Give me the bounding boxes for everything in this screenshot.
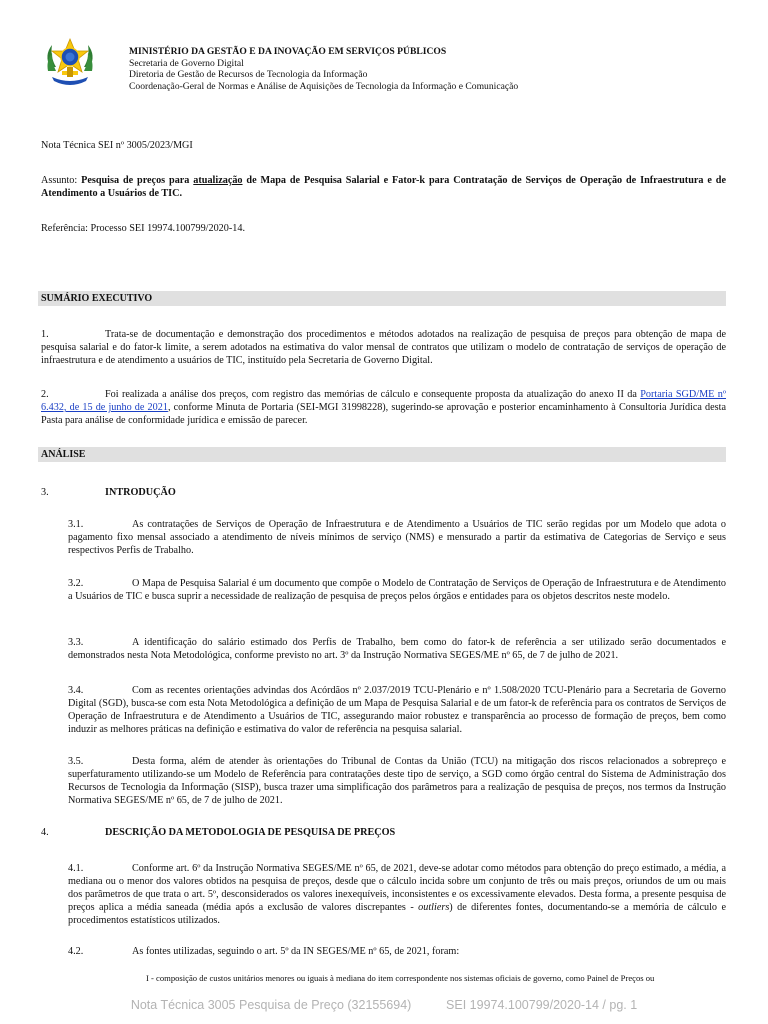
paragraph-1 — [41, 328, 726, 367]
paragraph-text: A identificação do salário estimado dos Perfis de Trabalho, bem como do fator-k de referência a ser utilizado serão documentados e demonstrados nesta Nota Metodológica, conforme previsto no art. 3º da Instrução Normativa SEGES/ME nº 65, de 7 de julho de 2021. — [68, 637, 726, 661]
paragraph-4-2 — [68, 945, 459, 958]
paragraph-number: 3.2. — [68, 578, 84, 589]
nota-tecnica-number: Nota Técnica SEI nº 3005/2023/MGI — [41, 140, 193, 151]
paragraph-text: As contratações de Serviços de Operação de Infraestrutura e de Atendimento a Usuários de TIC serão regidas por um Modelo que adota o pagamento fixo mensal associado a atendimento de níveis mínimos de serviço (NMS) e mensurado a partir da estimativa de Categorias de Serviço e seus respectivos Perfis de Trabalho. — [68, 519, 726, 556]
paragraph-number: 3.1. — [68, 519, 84, 530]
portaria-link[interactable]: Portaria SGD/ME nº 6.432, de 15 de junho de 2021 — [41, 389, 726, 413]
referencia: Referência: Processo SEI 19974.100799/2020-14. — [41, 223, 245, 234]
paragraph-text: Com as recentes orientações advindas dos Acórdãos nº 2.037/2019 TCU-Plenário e nº 1.508/2020 TCU-Plenário para a Secretaria de Governo Digital (SGD), busca-se com esta Nota Metodológica a definição de um Mapa de Pesquisa Salarial e de um fator-k de referência para os contratos de Serviços de Operação de Infraestrutura e de Atendimento a Usuários de TIC, assegurando maior robustez e transparência ao processo de formação de preços, bem como induzir as melhores práticas na definição e estimativa do valor de referência na pesquisa salarial. — [68, 685, 726, 735]
paragraph-3-3 — [68, 636, 726, 662]
section-title-analise: ANÁLISE — [41, 449, 86, 460]
paragraph-number: 2. — [41, 389, 49, 400]
section-bar-analise — [38, 447, 726, 462]
paragraph-3-4 — [68, 684, 726, 736]
assunto-text-a: Pesquisa de preços para — [81, 175, 194, 186]
assunto-label: Assunto: — [41, 175, 82, 186]
page-footer: Nota Técnica 3005 Pesquisa de Preço (32155694) SEI 19974.100799/2020-14 / pg. 1 — [130, 998, 638, 1012]
italic-term: outliers — [418, 902, 450, 913]
paragraph-number: 4.2. — [68, 946, 84, 957]
paragraph-number: 3.5. — [68, 756, 84, 767]
paragraph-text: Desta forma, além de atender às orientações do Tribunal de Contas da União (TCU) na mitigação dos riscos relacionados a sobrepreço e superfaturamento utilizando-se um Modelo de Referência para contratações deste tipo de serviço, a SGD como órgão central do Sistema de Administração dos Recursos de Tecnologia da Informação (SISP), busca trazer uma simplificação dos parâmetros para a realização de pesquisa de preços, nos termos da Instrução Normativa SEGES/ME nº 65, de 7 de julho de 2021. — [68, 756, 726, 806]
heading-number: 4. — [41, 827, 49, 838]
paragraph-3-1 — [68, 518, 726, 557]
paragraph-number: 1. — [41, 329, 49, 340]
ministry-name: MINISTÉRIO DA GESTÃO E DA INOVAÇÃO EM SERVIÇOS PÚBLICOS — [129, 46, 447, 57]
paragraph-text: Trata-se de documentação e demonstração dos procedimentos e métodos adotados na realização de pesquisa de preços para obtenção de mapa de pesquisa salarial e do fator-k limite, a serem adotados na estimativa do valor mensal de contratos que utilizam o modelo de contratação de serviços de operação de infraestrutura e de atendimento a usuários de TIC, instituído pela Secretaria de Governo Digital. — [41, 329, 726, 366]
paragraph-4-1 — [68, 862, 726, 927]
heading-title: INTRODUÇÃO — [105, 487, 176, 498]
paragraph-3-2 — [68, 577, 726, 603]
paragraph-text: Conforme art. 6º da Instrução Normativa SEGES/ME nº 65, de 2021, deve-se adotar como métodos para obtenção do preço estimado, a média, a mediana ou o menor dos valores obtidos na pesquisa de preços, desde que o cálculo incida sobre um conjunto de três ou mais preços, oriundos de um ou mais dos parâmetros de que trata o art. 5º, desconsiderados os valores inexequíveis, inconsistentes e os excessivamente elevados. Desta forma, a presente pesquisa de preços aplica a média saneada (média após a exclusão de valores discrepantes - — [68, 863, 726, 913]
paragraph-2 — [41, 388, 726, 427]
heading-4 — [41, 826, 395, 839]
heading-number: 3. — [41, 487, 49, 498]
paragraph-text: , conforme Minuta de Portaria (SEI-MGI 31998228), sugerindo-se aprovação e posterior encaminhamento à Consultoria Jurídica desta Pasta para análise de conformidade jurídica e emissão de parecer. — [41, 402, 726, 426]
header-line-secretaria: Secretaria de Governo Digital — [129, 58, 244, 69]
section-bar-sumario — [38, 291, 726, 306]
paragraph-3-5 — [68, 755, 726, 807]
paragraph-number: 3.3. — [68, 637, 84, 648]
paragraph-number: 4.1. — [68, 863, 84, 874]
assunto — [41, 174, 726, 200]
assunto-text-b: de Mapa de Pesquisa Salarial e Fator-k para Contratação de Serviços de Operação de Infraestrutura e de Atendimento a Usuários de TIC. — [41, 175, 726, 199]
paragraph-number: 3.4. — [68, 685, 84, 696]
brazil-coat-of-arms-icon — [40, 37, 100, 89]
list-item-i: I - composição de custos unitários menores ou iguais à mediana do item correspondente nos sistemas oficiais de governo, como Painel de Preços ou — [146, 973, 655, 983]
heading-title: DESCRIÇÃO DA METODOLOGIA DE PESQUISA DE PREÇOS — [105, 827, 396, 838]
paragraph-text: O Mapa de Pesquisa Salarial é um documento que compõe o Modelo de Contratação de Serviços de Operação de Infraestrutura e de Atendimento a Usuários de TIC e busca suprir a necessidade de realização de pesquisa de preços pelos órgãos e entidades para os objetos descritos neste modelo. — [68, 578, 726, 602]
paragraph-text: As fontes utilizadas, seguindo o art. 5º da IN SEGES/ME nº 65, de 2021, foram: — [132, 946, 460, 957]
section-title-sumario: SUMÁRIO EXECUTIVO — [41, 293, 153, 304]
paragraph-text: Foi realizada a análise dos preços, com registro das memórias de cálculo e consequente proposta da atualização do anexo II da — [105, 389, 641, 400]
header-line-diretoria: Diretoria de Gestão de Recursos de Tecnologia da Informação — [129, 69, 368, 80]
paragraph-text: ) de diferentes fontes, documentando-se a memória de cálculo e procedimentos estatísticos utilizados. — [68, 902, 726, 926]
header-line-coordenacao: Coordenação-Geral de Normas e Análise de Aquisições de Tecnologia da Informação e Comunicação — [129, 81, 519, 92]
assunto-underlined: atualização — [193, 175, 243, 186]
heading-3 — [41, 486, 176, 499]
